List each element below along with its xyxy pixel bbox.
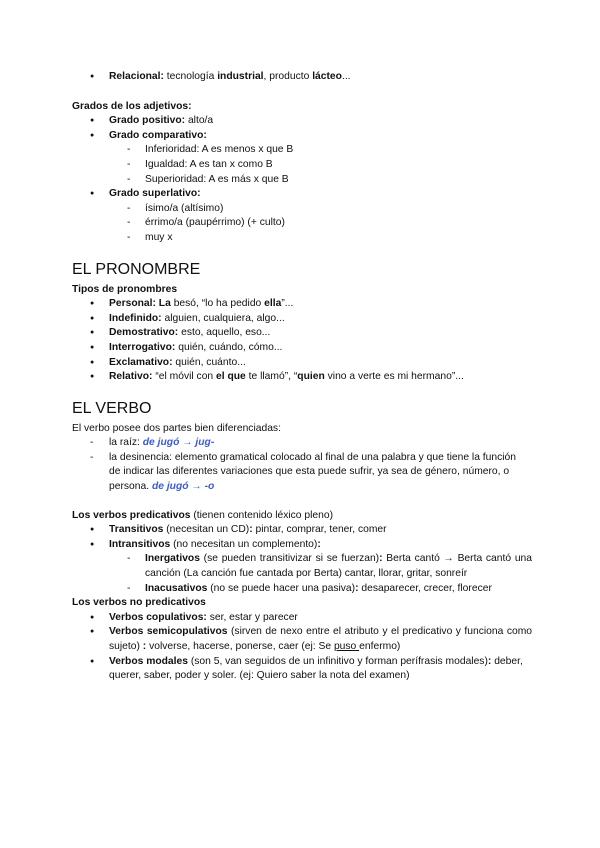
text: la raíz: — [109, 437, 143, 449]
text: desaparecer, crecer, florecer — [358, 582, 492, 594]
section-title-grados: Grados de los adjetivos: — [72, 100, 192, 112]
list-item-modales — [72, 655, 532, 684]
section-title-no-predicativos: Los verbos no predicativos — [72, 597, 206, 609]
label: Relativo: — [109, 371, 153, 383]
text: quién, cuándo, cómo... — [175, 341, 283, 353]
list-item-indefinido — [72, 312, 532, 327]
label: Grado superlativo: — [109, 188, 201, 200]
bold-word: industrial — [217, 71, 264, 82]
list-item-raiz — [72, 436, 532, 451]
text: te llamó”, “ — [245, 371, 298, 383]
text: tecnología — [163, 71, 218, 82]
label: Transitivos — [109, 524, 164, 536]
label: Grado comparativo: — [109, 129, 207, 141]
sub-item: - muy x — [72, 231, 532, 246]
sub-item: - Igualdad: A es tan x como B — [72, 158, 532, 173]
label: Verbos copulativos: — [109, 611, 207, 623]
section-title-tipos: Tipos de pronombres — [72, 283, 178, 295]
list-item-superlativo — [72, 187, 532, 202]
text: (son 5, van seguidos de un infinitivo y forman perífrasis modales) — [187, 655, 488, 667]
sub-item-inergativos — [72, 552, 532, 581]
document-page — [72, 70, 532, 684]
list-item-relacional — [72, 70, 532, 85]
text: alto/a — [185, 115, 214, 127]
sub-item: - érrimo/a (paupérrimo) (+ culto) — [72, 216, 532, 231]
text: alguien, cualquiera, algo... — [161, 312, 285, 324]
label: Intransitivos — [109, 538, 171, 550]
text: enfermo) — [359, 641, 401, 652]
label: Verbos modales — [109, 655, 188, 667]
text: (no se puede hacer una pasiva) — [207, 582, 356, 594]
bold-word: ella — [264, 298, 282, 310]
list-item-transitivos — [72, 523, 532, 538]
text: (sirven de nexo entre el atributo y el predicativo y funciona como sujeto) — [109, 626, 532, 652]
label: Exclamativo: — [109, 356, 173, 368]
text: esto, aquello, eso... — [178, 327, 271, 339]
bold-word: lácteo — [312, 71, 342, 82]
sub-item: - Superioridad: A es más x que B — [72, 173, 532, 188]
text: quién, cuánto... — [172, 356, 246, 368]
text: vino a verte es mi hermano”... — [324, 371, 464, 383]
bold-word: La — [155, 298, 171, 310]
list-item-relativo — [72, 370, 532, 385]
text: deber, querer, saber, poder y soler. (ej: Quiero saber la nota del examen) — [109, 655, 523, 682]
heading-verbo: EL VERBO — [72, 399, 152, 417]
list-item-comparativo — [72, 129, 532, 144]
label: Grado positivo: — [109, 115, 186, 127]
list-item-personal — [72, 297, 532, 312]
colon: : — [142, 641, 147, 652]
text: ... — [341, 71, 351, 82]
label: Relacional: — [109, 71, 164, 82]
bold-word: el que — [216, 371, 246, 383]
list-item-demostrativo — [72, 326, 532, 341]
colon: : — [317, 538, 321, 550]
list-item-desinencia — [72, 451, 532, 495]
label: Los verbos predicativos — [72, 509, 191, 521]
text: (se pueden transitivizar si se fuerzan) — [199, 553, 380, 565]
sub-item: - Inferioridad: A es menos x que B — [72, 143, 532, 158]
sub-item: - ísimo/a (altísimo) — [72, 202, 532, 217]
label: Verbos semicopulativos — [109, 626, 228, 638]
text: (tienen contenido léxico pleno) — [190, 509, 334, 521]
text: besó, “lo ha pedido — [170, 298, 265, 310]
text: Berta cantó → Berta cantó una canción (La canción fue cantada por Berta) cantar, llorar, gritar, sonreír — [145, 553, 532, 580]
example: de jugó → -o — [151, 481, 215, 493]
colon: : — [487, 655, 492, 667]
label: Personal: — [109, 298, 156, 310]
colon: : — [249, 524, 253, 536]
label: Inergativos — [145, 553, 200, 565]
list-item-interrogativo — [72, 341, 532, 356]
text: la desinencia: elemento gramatical colocado al final de una palabra y que tiene la función de indicar las diferentes variaciones que esta puede sufrir, ya sea de género, número, o persona. — [109, 451, 516, 493]
colon: : — [379, 553, 383, 565]
text: ”... — [281, 298, 294, 310]
sub-item-inacusativos — [72, 582, 532, 597]
example: de jugó → jug- — [142, 437, 215, 449]
bold-word: quien — [297, 371, 325, 383]
label: Demostrativo: — [109, 327, 179, 339]
label: Interrogativo: — [109, 341, 176, 353]
label: Indefinido: — [109, 312, 162, 324]
heading-pronombre: EL PRONOMBRE — [72, 260, 201, 278]
colon: : — [355, 582, 359, 594]
list-item-semicopulativos — [72, 625, 532, 654]
label: Inacusativos — [145, 582, 208, 594]
section-title-predicativos — [72, 509, 532, 524]
list-item-exclamativo — [72, 356, 532, 371]
text: (necesitan un CD) — [163, 524, 250, 536]
text: pintar, comprar, tener, comer — [252, 524, 387, 536]
list-item-copulativos — [72, 611, 532, 626]
text: (no necesitan un complemento) — [170, 538, 318, 550]
list-item-positivo — [72, 114, 532, 129]
underlined-word: puso — [333, 641, 360, 652]
text: ser, estar y parecer — [206, 611, 298, 623]
text: , producto — [263, 71, 313, 82]
text: volverse, hacerse, ponerse, caer (ej: Se — [146, 641, 334, 652]
paragraph-intro: El verbo posee dos partes bien diferenciadas: — [72, 422, 281, 434]
text: “el móvil con — [152, 371, 217, 383]
list-item-intransitivos — [72, 538, 532, 553]
